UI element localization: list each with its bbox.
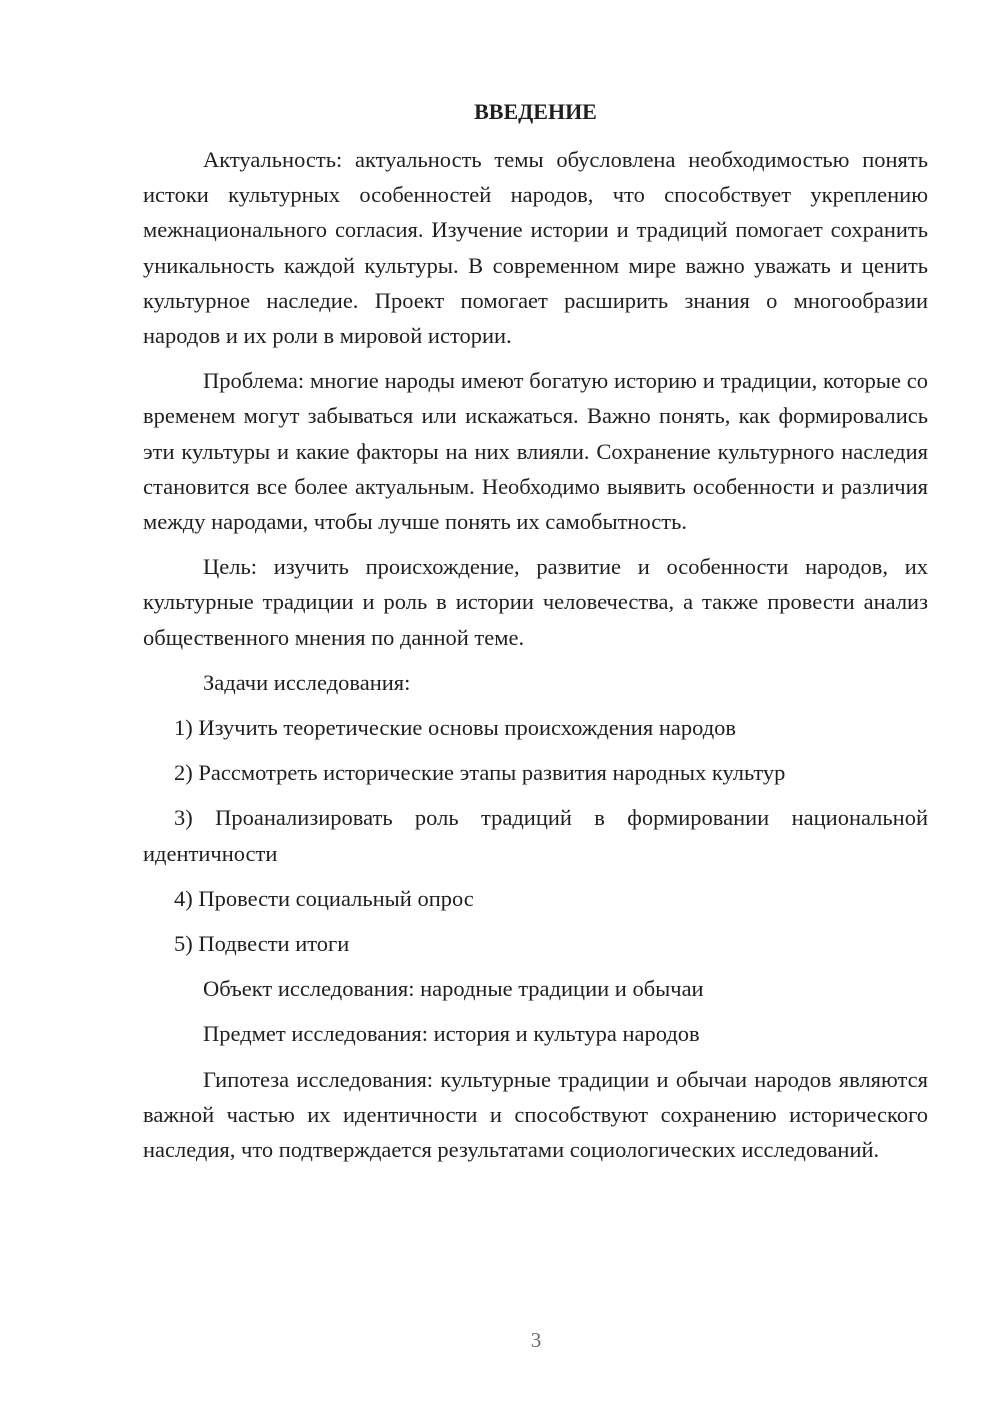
object-paragraph: Объект исследования: народные традиции и обычаи bbox=[203, 976, 704, 1002]
problem-paragraph: Проблема: многие народы имеют богатую историю и традиции, которые со временем могут забываться или искажаться. Важно понять, как формировались эти культуры и какие факторы на них влияли. Сохранение культурного наследия становится все более актуальным. Необходимо выявить особенности и различия между народами, чтобы лучше понять их самобытность. bbox=[143, 368, 928, 535]
list-item: 3) Проанализировать роль традиций в формировании национальной идентичности bbox=[143, 805, 928, 866]
tasks-heading: Задачи исследования: bbox=[203, 669, 411, 695]
goal-paragraph: Цель: изучить происхождение, развитие и особенности народов, их культурные традиции и роль в истории человечества, а также провести анализ общественного мнения по данной теме. bbox=[143, 554, 928, 650]
list-item: 1) Изучить теоретические основы происхождения народов bbox=[174, 715, 737, 741]
document-page bbox=[143, 94, 928, 1167]
hypothesis-paragraph: Гипотеза исследования: культурные традиции и обычаи народов являются важной частью их идентичности и способствуют сохранению исторического наследия, что подтверждается результатами социологических исследований. bbox=[143, 1066, 928, 1163]
page-number: 3 bbox=[530, 1328, 542, 1352]
list-item: 2) Рассмотреть исторические этапы развития народных культур bbox=[174, 760, 786, 786]
subject-paragraph: Предмет исследования: история и культура народов bbox=[203, 1021, 700, 1047]
relevance-paragraph: Актуальность: актуальность темы обусловлена необходимостью понять истоки культурных особенностей народов, что способствует укреплению межнационального согласия. Изучение истории и традиций помогает сохранить уникальность каждой культуры. В современном мире важно уважать и ценить культурное наследие. Проект помогает расширить знания о многообразии народов и их роли в мировой истории. bbox=[143, 147, 928, 349]
tasks-list bbox=[143, 710, 928, 961]
list-item: 4) Провести социальный опрос bbox=[174, 885, 474, 911]
page-title: ВВЕДЕНИЕ bbox=[474, 99, 597, 124]
list-item: 5) Подвести итоги bbox=[174, 931, 350, 957]
